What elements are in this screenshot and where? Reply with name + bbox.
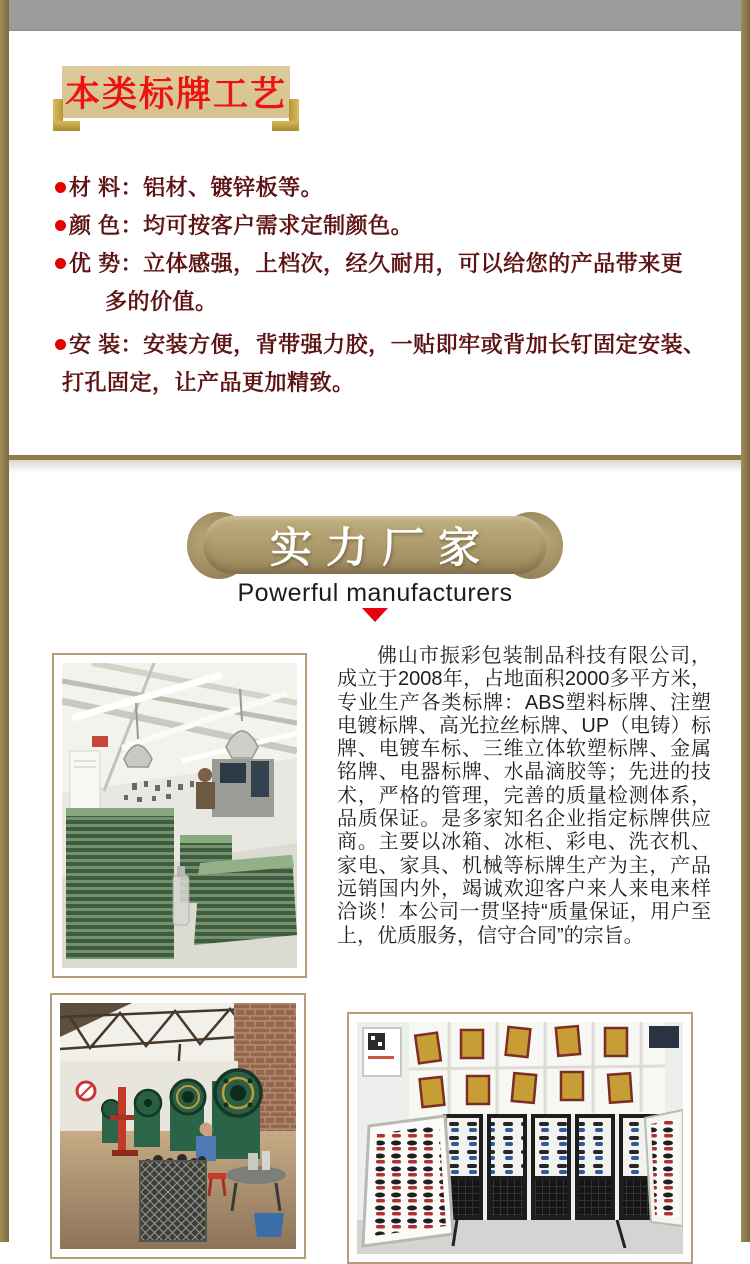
bullet-dot-icon [55, 339, 66, 350]
process-item-text: 材 料：铝材、镀锌板等。 [69, 175, 324, 200]
scroll-body [203, 516, 547, 574]
strength-banner-title: 实力厂家 [269, 524, 494, 571]
showroom-image [357, 1022, 683, 1254]
punch-press-workshop-photo [50, 993, 306, 1259]
page-border-left [0, 0, 9, 1242]
company-intro-paragraph: 佛山市振彩包装制品科技有限公司，成立于2008年，占地面积2000多平方米，专业生产各类标牌：ABS塑料标牌、注塑电镀标牌、高光拉丝标牌、UP（电铸）标牌、电镀车标、三维立体软塑标牌、金属铭牌、电器标牌、水晶滴胶等；先进的技术，严格的管理，完善的质量检测体系，品质保证。是多家知名企业指定标牌供应商。主要以冰箱、冰柜、彩电、洗衣机、家电、家具、机械等标牌生产为主，产品远销国内外，竭诚欢迎客户来人来电来样洽谈！本公司一贯坚持“质量保证，用户至上，优质服务，信守合同”的宗旨。 [337, 645, 711, 947]
process-title: 本类标牌工艺 [64, 75, 287, 114]
strength-subtitle: Powerful manufacturers [237, 579, 513, 607]
process-item-material [55, 175, 323, 201]
workshop-image [60, 1003, 296, 1249]
strength-banner [187, 511, 563, 580]
top-gray-bar [9, 0, 741, 31]
ribbon-fold-left-icon [53, 99, 80, 131]
bullet-dot-icon [55, 258, 66, 269]
page-border-right [741, 0, 750, 1242]
process-item-advantage-wrap [105, 289, 218, 315]
process-item-text: 颜 色：均可按客户需求定制颜色。 [69, 213, 414, 238]
down-triangle-icon [362, 608, 388, 622]
production-line-photo [52, 653, 307, 978]
bullet-dot-icon [55, 220, 66, 231]
nameplate-showroom-photo [347, 1012, 693, 1264]
process-item-text: 安 装：安装方便，背带强力胶，一贴即牢或背加长钉固定安装、 [69, 332, 706, 357]
ribbon-fold-right-icon [272, 99, 299, 131]
process-item-text: 优 势：立体感强，上档次，经久耐用，可以给您的产品带来更 [69, 251, 684, 276]
process-item-text: 打孔固定，让产品更加精致。 [62, 370, 355, 395]
production-line-image [62, 663, 297, 968]
process-item-install [55, 332, 706, 358]
process-item-color [55, 213, 413, 239]
bullet-dot-icon [55, 182, 66, 193]
process-item-text: 多的价值。 [105, 289, 218, 314]
process-item-install-wrap [62, 370, 355, 396]
process-item-advantage [55, 251, 683, 277]
section-divider-shadow [9, 460, 741, 473]
process-title-ribbon [62, 66, 290, 118]
